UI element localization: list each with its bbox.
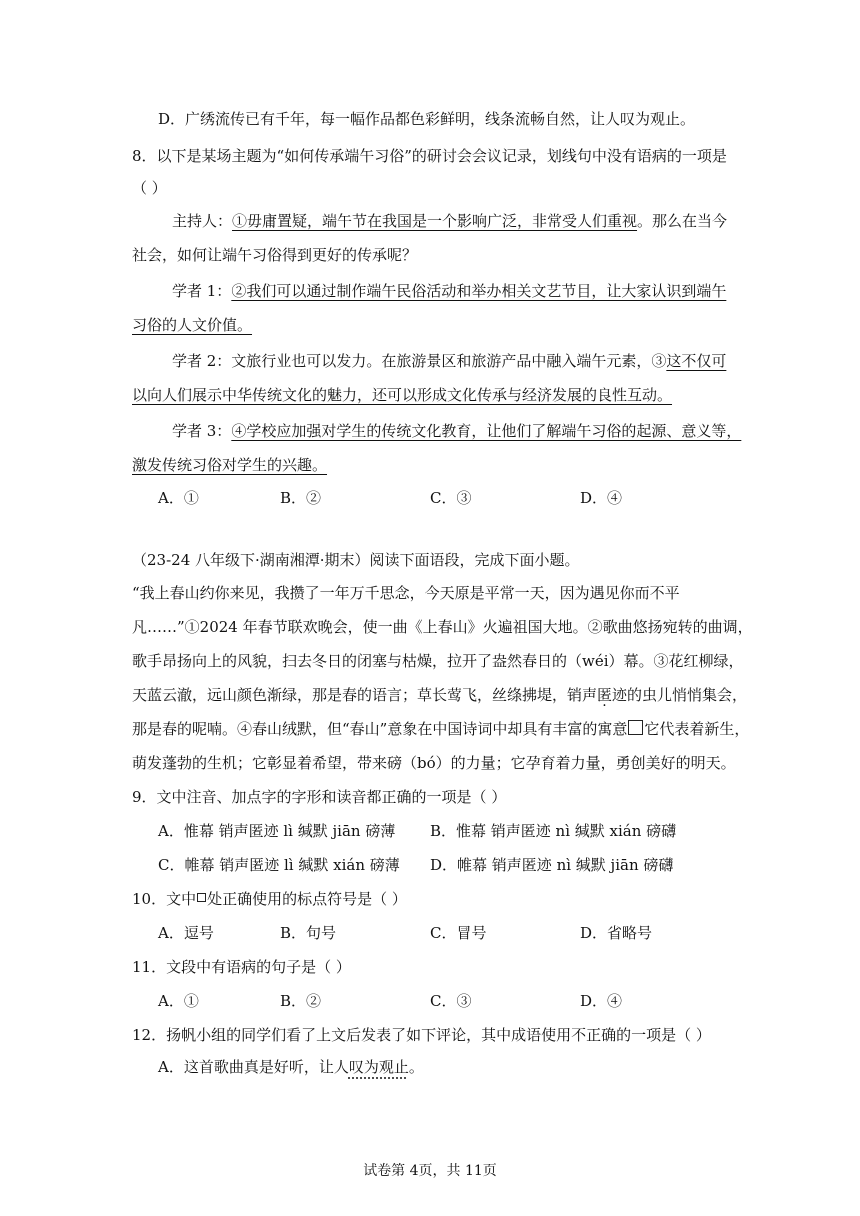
passage-line-1: “我上春山约你来见，我攒了一年万千思念，今天原是平常一天，因为遇见你而不平: [132, 584, 680, 602]
q8-host-line-2: 社会，如何让端午习俗得到更好的传承呢？: [132, 246, 418, 264]
q10-stem-b: 处正确使用的标点符号是（ ）: [207, 890, 407, 908]
passage-line-2: 凡……”①2024 年春节联欢晚会，使一曲《上春山》火遍祖国大地。②歌曲悠扬宛转的曲调，: [132, 618, 753, 636]
q8-option-d[interactable]: D．④: [580, 489, 623, 507]
sentence-3-cont: 以向人们展示中华传统文化的魅力，还可以形成文化传承与经济发展的良性互动。: [132, 386, 673, 404]
q9-option-a[interactable]: A．惟幕 销声匿迹 lì 缄默 jiān 磅薄: [158, 822, 396, 840]
q10-stem: [132, 888, 407, 910]
q8-scholar1-line-1: [172, 280, 726, 302]
q8-option-a[interactable]: A．①: [158, 489, 199, 507]
q9-option-d[interactable]: D．帷幕 销声匿迹 nì 缄默 jiān 磅礴: [430, 856, 674, 874]
blank-box-icon: [628, 720, 643, 735]
q10-option-b[interactable]: B．句号: [280, 924, 337, 942]
q8-scholar2-line-1: [172, 350, 726, 372]
sentence-4: ④学校应加强对学生的传统文化教育，让他们了解端午习俗的起源、意义等，: [231, 422, 742, 440]
q12-stem: 12．扬帆小组的同学们看了上文后发表了如下评论，其中成语使用不正确的一项是（ ）: [132, 1026, 711, 1044]
dotted-idiom: 叹为观止: [348, 1058, 409, 1076]
q11-option-b[interactable]: B．②: [280, 992, 322, 1010]
q10-option-d[interactable]: D．省略号: [580, 924, 653, 942]
q11-option-d[interactable]: D．④: [580, 992, 623, 1010]
q12-option-a-end: 。: [408, 1058, 424, 1076]
passage-line-5-a: 那是春的呢喃。④春山绒默，但“春山”意象在中国诗词中却具有丰富的寓意: [132, 720, 628, 738]
q11-option-c[interactable]: C．③: [430, 992, 472, 1010]
q9-stem: 9．文中注音、加点字的字形和读音都正确的一项是（ ）: [132, 788, 507, 806]
q8-paren: （ ）: [132, 179, 167, 197]
q12-option-a[interactable]: [158, 1056, 424, 1078]
q8-scholar3-line-2: [132, 454, 327, 476]
passage-source: （23-24 八年级下·湖南湘潭·期末）阅读下面语段，完成下面小题。: [132, 551, 580, 569]
passage-line-4: [132, 684, 747, 706]
passage-line-6: 萌发蓬勃的生机；它彰显着希望，带来磅（bó）的力量；它孕育着力量，勇创美好的明天。: [132, 754, 736, 772]
q11-stem: 11．文段中有语病的句子是（ ）: [132, 958, 351, 976]
page-footer: 试卷第 4页，共 11页: [363, 1163, 497, 1179]
q11-option-a[interactable]: A．①: [158, 992, 199, 1010]
q10-option-a[interactable]: A．逗号: [158, 924, 214, 942]
sentence-2: ②我们可以通过制作端午民俗活动和举办相关文艺节目，让大家认识到端午: [231, 282, 727, 300]
passage-line-5: [132, 718, 749, 740]
q8-scholar3-line-1: [172, 420, 741, 442]
sentence-1: ①毋庸置疑，端午节在我国是一个影响广泛，非常受人们重视: [232, 212, 638, 230]
sentence-2-cont: 习俗的人文价值。: [132, 316, 253, 334]
blank-box-icon: [197, 893, 206, 902]
q8-option-b[interactable]: B．②: [280, 489, 322, 507]
sentence-3: 这不仅可: [666, 352, 727, 370]
q10-option-c[interactable]: C．冒号: [430, 924, 487, 942]
passage-line-3: 歌手昂扬向上的风貌，扫去冬日的闭塞与枯燥，拉开了盎然春日的（wéi）幕。③花红柳绿，: [132, 652, 744, 670]
scholar3-label: 学者 3：: [172, 422, 232, 440]
q8-scholar1-line-2: [132, 314, 252, 336]
passage-line-4-c: 迹的虫儿悄悄集会，: [612, 686, 748, 704]
passage-line-5-b: 它代表着新生，: [644, 720, 750, 738]
q7-option-d: [158, 108, 695, 130]
scholar2-text: 学者 2：文旅行业也可以发力。在旅游景区和旅游产品中融入端午元素，③: [172, 352, 667, 370]
q7-option-d-text: D．广绣流传已有千年，每一幅作品都色彩鲜明，线条流畅自然，让人叹为观止。: [158, 110, 696, 128]
host-label: 主持人：: [172, 212, 233, 230]
sentence-4-cont: 激发传统习俗对学生的兴趣。: [132, 456, 328, 474]
q12-option-a-text: A．这首歌曲真是好听，让人: [158, 1058, 349, 1076]
dotted-char: 匿: [597, 686, 613, 704]
q9-option-b[interactable]: B．惟幕 销声匿迹 nì 缄默 xián 磅礴: [430, 822, 677, 840]
q8-scholar2-line-2: [132, 384, 672, 406]
q8-option-c[interactable]: C．③: [430, 489, 472, 507]
passage-line-4-a: 天蓝云澈，远山颜色渐绿，那是春的语言；草长莺飞，丝绦拂堤，销声: [132, 686, 598, 704]
q8-stem: 8．以下是某场主题为“如何传承端午习俗”的研讨会会议记录，划线句中没有语病的一项是: [132, 147, 727, 165]
q10-stem-a: 10．文中: [132, 890, 197, 908]
host-text: 。那么在当今: [637, 212, 728, 230]
scholar1-label: 学者 1：: [172, 282, 232, 300]
q9-option-c[interactable]: C．帷幕 销声匿迹 lì 缄默 xián 磅薄: [158, 856, 400, 874]
q8-host-line-1: [172, 210, 727, 232]
